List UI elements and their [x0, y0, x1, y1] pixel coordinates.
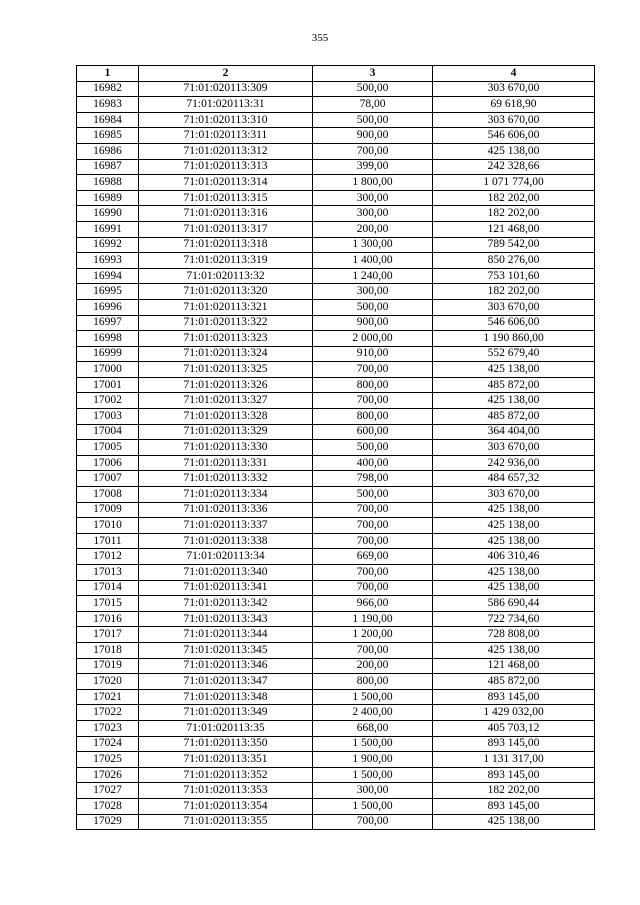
- row-number-cell: 17017: [77, 627, 139, 643]
- row-number-cell: 16989: [77, 190, 139, 206]
- cadastral-number-cell: 71:01:020113:352: [139, 767, 313, 783]
- header-row: [77, 66, 595, 82]
- table-row: [77, 284, 595, 300]
- cadastral-number-cell: 71:01:020113:332: [139, 471, 313, 487]
- row-number-cell: 17025: [77, 752, 139, 768]
- table-row: [77, 175, 595, 191]
- table-row: [77, 455, 595, 471]
- table-row: [77, 533, 595, 549]
- row-number-cell: 17016: [77, 611, 139, 627]
- area-cell: 1 800,00: [313, 175, 433, 191]
- table-row: [77, 720, 595, 736]
- table-row: [77, 580, 595, 596]
- area-cell: 1 500,00: [313, 767, 433, 783]
- column-header-2: 2: [139, 66, 313, 82]
- cadastral-value-cell: 850 276,00: [433, 253, 595, 269]
- cadastral-number-cell: 71:01:020113:318: [139, 237, 313, 253]
- cadastral-number-cell: 71:01:020113:355: [139, 814, 313, 830]
- table-row: [77, 642, 595, 658]
- cadastral-value-cell: 425 138,00: [433, 143, 595, 159]
- area-cell: 500,00: [313, 81, 433, 97]
- cadastral-value-cell: 425 138,00: [433, 533, 595, 549]
- cadastral-number-cell: 71:01:020113:330: [139, 440, 313, 456]
- row-number-cell: 17026: [77, 767, 139, 783]
- cadastral-value-cell: 586 690,44: [433, 596, 595, 612]
- cadastral-number-cell: 71:01:020113:354: [139, 798, 313, 814]
- cadastral-number-cell: 71:01:020113:31: [139, 97, 313, 113]
- row-number-cell: 17024: [77, 736, 139, 752]
- table-row: [77, 237, 595, 253]
- table-row: [77, 393, 595, 409]
- area-cell: 700,00: [313, 814, 433, 830]
- cadastral-value-cell: 893 145,00: [433, 736, 595, 752]
- row-number-cell: 17013: [77, 565, 139, 581]
- cadastral-value-cell: 485 872,00: [433, 377, 595, 393]
- table-row: [77, 502, 595, 518]
- cadastral-value-cell: 303 670,00: [433, 112, 595, 128]
- table-row: [77, 627, 595, 643]
- area-cell: 1 400,00: [313, 253, 433, 269]
- cadastral-value-cell: 552 679,40: [433, 346, 595, 362]
- row-number-cell: 17001: [77, 377, 139, 393]
- area-cell: 669,00: [313, 549, 433, 565]
- row-number-cell: 17023: [77, 720, 139, 736]
- row-number-cell: 16985: [77, 128, 139, 144]
- cadastral-number-cell: 71:01:020113:32: [139, 268, 313, 284]
- cadastral-value-cell: 1 429 032,00: [433, 705, 595, 721]
- row-number-cell: 16990: [77, 206, 139, 222]
- page-number: 355: [311, 32, 329, 44]
- cadastral-number-cell: 71:01:020113:336: [139, 502, 313, 518]
- area-cell: 500,00: [313, 487, 433, 503]
- area-cell: 700,00: [313, 565, 433, 581]
- cadastral-value-cell: 425 138,00: [433, 580, 595, 596]
- area-cell: 200,00: [313, 221, 433, 237]
- cadastral-value-cell: 303 670,00: [433, 299, 595, 315]
- table-row: [77, 440, 595, 456]
- area-cell: 700,00: [313, 580, 433, 596]
- area-cell: 798,00: [313, 471, 433, 487]
- table-row: [77, 128, 595, 144]
- area-cell: 500,00: [313, 299, 433, 315]
- cadastral-value-cell: 425 138,00: [433, 518, 595, 534]
- row-number-cell: 17003: [77, 409, 139, 425]
- cadastral-value-cell: 425 138,00: [433, 362, 595, 378]
- table-row: [77, 736, 595, 752]
- row-number-cell: 17011: [77, 533, 139, 549]
- area-cell: 2 400,00: [313, 705, 433, 721]
- cadastral-number-cell: 71:01:020113:323: [139, 331, 313, 347]
- row-number-cell: 17027: [77, 783, 139, 799]
- cadastral-number-cell: 71:01:020113:316: [139, 206, 313, 222]
- cadastral-number-cell: 71:01:020113:325: [139, 362, 313, 378]
- cadastral-number-cell: 71:01:020113:328: [139, 409, 313, 425]
- table-header: [77, 66, 595, 82]
- cadastral-number-cell: 71:01:020113:346: [139, 658, 313, 674]
- column-header-1: 1: [77, 66, 139, 82]
- area-cell: 800,00: [313, 409, 433, 425]
- table-row: [77, 253, 595, 269]
- table-row: [77, 424, 595, 440]
- cadastral-number-cell: 71:01:020113:319: [139, 253, 313, 269]
- cadastral-number-cell: 71:01:020113:341: [139, 580, 313, 596]
- cadastral-number-cell: 71:01:020113:35: [139, 720, 313, 736]
- area-cell: 300,00: [313, 206, 433, 222]
- table-row: [77, 143, 595, 159]
- cadastral-number-cell: 71:01:020113:311: [139, 128, 313, 144]
- cadastral-value-cell: 546 606,00: [433, 128, 595, 144]
- cadastral-number-cell: 71:01:020113:314: [139, 175, 313, 191]
- row-number-cell: 17012: [77, 549, 139, 565]
- cadastral-number-cell: 71:01:020113:343: [139, 611, 313, 627]
- row-number-cell: 17008: [77, 487, 139, 503]
- cadastral-number-cell: 71:01:020113:317: [139, 221, 313, 237]
- row-number-cell: 17000: [77, 362, 139, 378]
- cadastral-value-cell: 728 808,00: [433, 627, 595, 643]
- area-cell: 966,00: [313, 596, 433, 612]
- cadastral-number-cell: 71:01:020113:321: [139, 299, 313, 315]
- cadastral-value-cell: 425 138,00: [433, 814, 595, 830]
- table-row: [77, 268, 595, 284]
- table-row: [77, 783, 595, 799]
- area-cell: 500,00: [313, 440, 433, 456]
- table-row: [77, 814, 595, 830]
- cadastral-value-cell: 242 936,00: [433, 455, 595, 471]
- cadastral-value-cell: 893 145,00: [433, 767, 595, 783]
- cadastral-number-cell: 71:01:020113:312: [139, 143, 313, 159]
- area-cell: 400,00: [313, 455, 433, 471]
- cadastral-value-cell: 1 131 317,00: [433, 752, 595, 768]
- row-number-cell: 16998: [77, 331, 139, 347]
- row-number-cell: 16984: [77, 112, 139, 128]
- area-cell: 1 200,00: [313, 627, 433, 643]
- row-number-cell: 17021: [77, 689, 139, 705]
- area-cell: 1 500,00: [313, 798, 433, 814]
- area-cell: 300,00: [313, 190, 433, 206]
- cadastral-value-cell: 182 202,00: [433, 284, 595, 300]
- cadastral-number-cell: 71:01:020113:345: [139, 642, 313, 658]
- row-number-cell: 16993: [77, 253, 139, 269]
- area-cell: 1 900,00: [313, 752, 433, 768]
- table-row: [77, 299, 595, 315]
- cadastral-number-cell: 71:01:020113:327: [139, 393, 313, 409]
- area-cell: 399,00: [313, 159, 433, 175]
- cadastral-number-cell: 71:01:020113:350: [139, 736, 313, 752]
- cadastral-number-cell: 71:01:020113:34: [139, 549, 313, 565]
- cadastral-value-cell: 1 071 774,00: [433, 175, 595, 191]
- area-cell: 1 190,00: [313, 611, 433, 627]
- area-cell: 700,00: [313, 533, 433, 549]
- cadastral-value-cell: 425 138,00: [433, 393, 595, 409]
- table-row: [77, 221, 595, 237]
- column-header-4: 4: [433, 66, 595, 82]
- column-header-3: 3: [313, 66, 433, 82]
- row-number-cell: 17007: [77, 471, 139, 487]
- cadastral-value-cell: 893 145,00: [433, 798, 595, 814]
- cadastral-value-cell: 69 618,90: [433, 97, 595, 113]
- table-row: [77, 487, 595, 503]
- area-cell: 1 240,00: [313, 268, 433, 284]
- cadastral-value-cell: 303 670,00: [433, 487, 595, 503]
- row-number-cell: 16992: [77, 237, 139, 253]
- cadastral-value-cell: 753 101,60: [433, 268, 595, 284]
- table-row: [77, 767, 595, 783]
- table-row: [77, 658, 595, 674]
- cadastral-value-cell: 485 872,00: [433, 674, 595, 690]
- area-cell: 900,00: [313, 315, 433, 331]
- cadastral-number-cell: 71:01:020113:326: [139, 377, 313, 393]
- cadastral-value-cell: 182 202,00: [433, 206, 595, 222]
- row-number-cell: 17015: [77, 596, 139, 612]
- row-number-cell: 16988: [77, 175, 139, 191]
- cadastral-number-cell: 71:01:020113:322: [139, 315, 313, 331]
- row-number-cell: 17002: [77, 393, 139, 409]
- cadastral-value-cell: 303 670,00: [433, 440, 595, 456]
- table-row: [77, 752, 595, 768]
- cadastral-number-cell: 71:01:020113:337: [139, 518, 313, 534]
- cadastral-number-cell: 71:01:020113:324: [139, 346, 313, 362]
- area-cell: 700,00: [313, 393, 433, 409]
- table-row: [77, 377, 595, 393]
- table-row: [77, 346, 595, 362]
- row-number-cell: 16995: [77, 284, 139, 300]
- cadastral-value-cell: 364 404,00: [433, 424, 595, 440]
- area-cell: 800,00: [313, 377, 433, 393]
- cadastral-value-cell: 722 734,60: [433, 611, 595, 627]
- cadastral-value-cell: 425 138,00: [433, 565, 595, 581]
- cadastral-value-cell: 893 145,00: [433, 689, 595, 705]
- cadastral-number-cell: 71:01:020113:342: [139, 596, 313, 612]
- cadastral-number-cell: 71:01:020113:344: [139, 627, 313, 643]
- area-cell: 1 500,00: [313, 689, 433, 705]
- cadastral-value-cell: 425 138,00: [433, 502, 595, 518]
- area-cell: 700,00: [313, 143, 433, 159]
- table-row: [77, 674, 595, 690]
- row-number-cell: 16987: [77, 159, 139, 175]
- area-cell: 200,00: [313, 658, 433, 674]
- cadastral-value-cell: 405 703,12: [433, 720, 595, 736]
- table-row: [77, 159, 595, 175]
- row-number-cell: 16983: [77, 97, 139, 113]
- area-cell: 668,00: [313, 720, 433, 736]
- row-number-cell: 17014: [77, 580, 139, 596]
- area-cell: 600,00: [313, 424, 433, 440]
- table-row: [77, 471, 595, 487]
- row-number-cell: 16982: [77, 81, 139, 97]
- area-cell: 1 300,00: [313, 237, 433, 253]
- row-number-cell: 16997: [77, 315, 139, 331]
- cadastral-value-cell: 303 670,00: [433, 81, 595, 97]
- cadastral-number-cell: 71:01:020113:353: [139, 783, 313, 799]
- cadastral-number-cell: 71:01:020113:329: [139, 424, 313, 440]
- area-cell: 1 500,00: [313, 736, 433, 752]
- area-cell: 700,00: [313, 362, 433, 378]
- table-row: [77, 549, 595, 565]
- cadastral-number-cell: 71:01:020113:315: [139, 190, 313, 206]
- table-row: [77, 409, 595, 425]
- table-row: [77, 518, 595, 534]
- row-number-cell: 17018: [77, 642, 139, 658]
- cadastral-number-cell: 71:01:020113:334: [139, 487, 313, 503]
- cadastral-value-cell: 121 468,00: [433, 658, 595, 674]
- row-number-cell: 16986: [77, 143, 139, 159]
- area-cell: 78,00: [313, 97, 433, 113]
- cadastral-value-cell: 1 190 860,00: [433, 331, 595, 347]
- cadastral-number-cell: 71:01:020113:351: [139, 752, 313, 768]
- cadastral-number-cell: 71:01:020113:320: [139, 284, 313, 300]
- row-number-cell: 16994: [77, 268, 139, 284]
- cadastral-value-cell: 425 138,00: [433, 642, 595, 658]
- table-row: [77, 206, 595, 222]
- table-row: [77, 705, 595, 721]
- cadastral-value-cell: 121 468,00: [433, 221, 595, 237]
- table-row: [77, 798, 595, 814]
- cadastral-number-cell: 71:01:020113:348: [139, 689, 313, 705]
- row-number-cell: 17010: [77, 518, 139, 534]
- cadastral-number-cell: 71:01:020113:349: [139, 705, 313, 721]
- area-cell: 910,00: [313, 346, 433, 362]
- table-body: [77, 81, 595, 830]
- row-number-cell: 17009: [77, 502, 139, 518]
- area-cell: 700,00: [313, 502, 433, 518]
- table-row: [77, 97, 595, 113]
- table-row: [77, 689, 595, 705]
- cadastral-number-cell: 71:01:020113:340: [139, 565, 313, 581]
- table-row: [77, 315, 595, 331]
- row-number-cell: 17019: [77, 658, 139, 674]
- area-cell: 700,00: [313, 642, 433, 658]
- cadastral-value-cell: 789 542,00: [433, 237, 595, 253]
- row-number-cell: 17020: [77, 674, 139, 690]
- cadastral-value-cell: 485 872,00: [433, 409, 595, 425]
- table-row: [77, 190, 595, 206]
- row-number-cell: 16999: [77, 346, 139, 362]
- area-cell: 700,00: [313, 518, 433, 534]
- table-row: [77, 565, 595, 581]
- row-number-cell: 17022: [77, 705, 139, 721]
- cadastral-number-cell: 71:01:020113:313: [139, 159, 313, 175]
- table-row: [77, 81, 595, 97]
- cadastral-number-cell: 71:01:020113:338: [139, 533, 313, 549]
- cadastral-value-cell: 406 310,46: [433, 549, 595, 565]
- cadastral-value-cell: 484 657,32: [433, 471, 595, 487]
- cadastral-number-cell: 71:01:020113:331: [139, 455, 313, 471]
- cadastral-value-table: [76, 65, 595, 830]
- table-row: [77, 112, 595, 128]
- row-number-cell: 16996: [77, 299, 139, 315]
- row-number-cell: 17006: [77, 455, 139, 471]
- row-number-cell: 17029: [77, 814, 139, 830]
- table-row: [77, 611, 595, 627]
- cadastral-value-cell: 242 328,66: [433, 159, 595, 175]
- area-cell: 500,00: [313, 112, 433, 128]
- cadastral-value-cell: 182 202,00: [433, 783, 595, 799]
- row-number-cell: 16991: [77, 221, 139, 237]
- cadastral-number-cell: 71:01:020113:309: [139, 81, 313, 97]
- row-number-cell: 17004: [77, 424, 139, 440]
- area-cell: 2 000,00: [313, 331, 433, 347]
- area-cell: 800,00: [313, 674, 433, 690]
- cadastral-number-cell: 71:01:020113:347: [139, 674, 313, 690]
- table-row: [77, 362, 595, 378]
- row-number-cell: 17028: [77, 798, 139, 814]
- area-cell: 900,00: [313, 128, 433, 144]
- table-row: [77, 596, 595, 612]
- table-row: [77, 331, 595, 347]
- area-cell: 300,00: [313, 783, 433, 799]
- cadastral-value-cell: 546 606,00: [433, 315, 595, 331]
- cadastral-value-cell: 182 202,00: [433, 190, 595, 206]
- area-cell: 300,00: [313, 284, 433, 300]
- row-number-cell: 17005: [77, 440, 139, 456]
- cadastral-number-cell: 71:01:020113:310: [139, 112, 313, 128]
